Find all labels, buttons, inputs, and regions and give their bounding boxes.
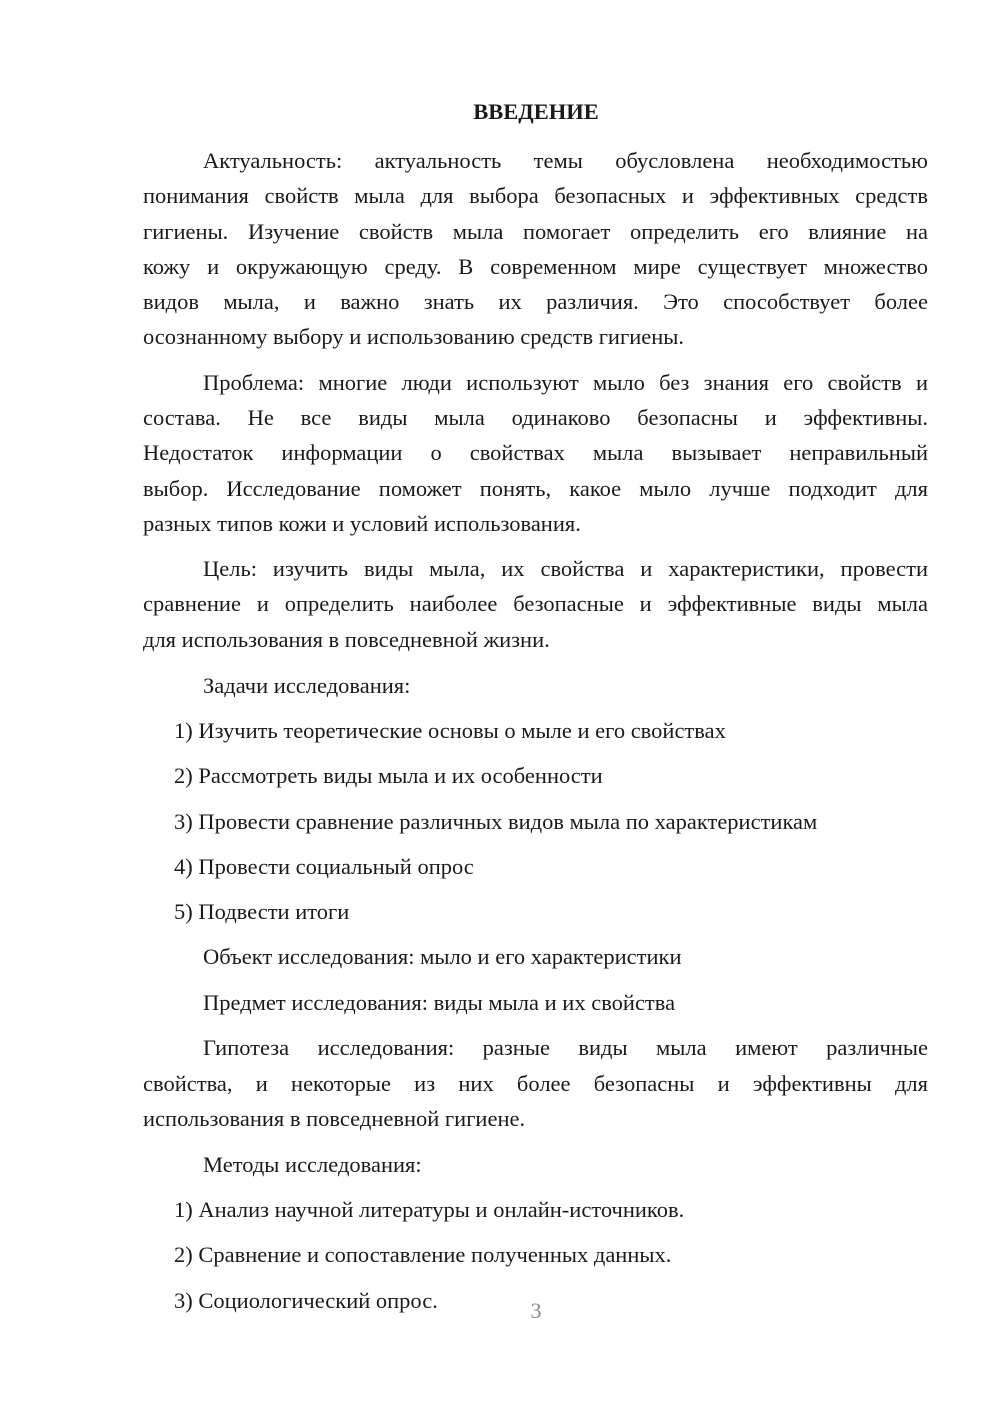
list-item: 1) Изучить теоретические основы о мыле и его свойствах: [174, 718, 726, 743]
text-line: сравнение и определить наиболее безопасные и эффективные виды мыла: [143, 591, 928, 616]
methods-heading: Методы исследования:: [203, 1152, 422, 1177]
text-line: гигиены. Изучение свойств мыла помогает определить его влияние на: [143, 219, 928, 244]
text-line: понимания свойств мыла для выбора безопасных и эффективных средств: [143, 183, 928, 208]
text-line: для использования в повседневной жизни.: [143, 627, 550, 652]
text-line: состава. Не все виды мыла одинаково безопасны и эффективны.: [143, 405, 928, 430]
list-item: 3) Социологический опрос.: [174, 1288, 438, 1313]
text-line: видов мыла, и важно знать их различия. Это способствует более: [143, 289, 928, 314]
tasks-heading: Задачи исследования:: [203, 673, 411, 698]
list-item: 1) Анализ научной литературы и онлайн-источников.: [174, 1197, 685, 1222]
page-number: 3: [530, 1298, 542, 1323]
list-item: 4) Провести социальный опрос: [174, 854, 474, 879]
list-item: 3) Провести сравнение различных видов мыла по характеристикам: [174, 809, 818, 834]
list-item: 2) Рассмотреть виды мыла и их особенности: [174, 763, 603, 788]
subject-text: Предмет исследования: виды мыла и их свойства: [203, 990, 676, 1015]
text-line: свойства, и некоторые из них более безопасны и эффективны для: [143, 1071, 928, 1096]
text-line: Гипотеза исследования: разные виды мыла имеют различные: [203, 1035, 928, 1060]
list-item: 5) Подвести итоги: [174, 899, 350, 924]
object-text: Объект исследования: мыло и его характеристики: [203, 944, 682, 969]
text-line: выбор. Исследование поможет понять, какое мыло лучше подходит для: [143, 476, 928, 501]
text-line: Проблема: многие люди используют мыло без знания его свойств и: [203, 370, 928, 395]
list-item: 2) Сравнение и сопоставление полученных данных.: [174, 1242, 672, 1267]
text-line: Актуальность: актуальность темы обусловлена необходимостью: [203, 148, 928, 173]
text-line: использования в повседневной гигиене.: [143, 1106, 526, 1131]
text-line: осознанному выбору и использованию средств гигиены.: [143, 324, 685, 349]
page-title: ВВЕДЕНИЕ: [473, 99, 599, 124]
text-line: Недостаток информации о свойствах мыла вызывает неправильный: [143, 440, 928, 465]
text-line: разных типов кожи и условий использования.: [143, 511, 581, 536]
text-line: кожу и окружающую среду. В современном мире существует множество: [143, 254, 928, 279]
text-line: Цель: изучить виды мыла, их свойства и характеристики, провести: [203, 556, 928, 581]
